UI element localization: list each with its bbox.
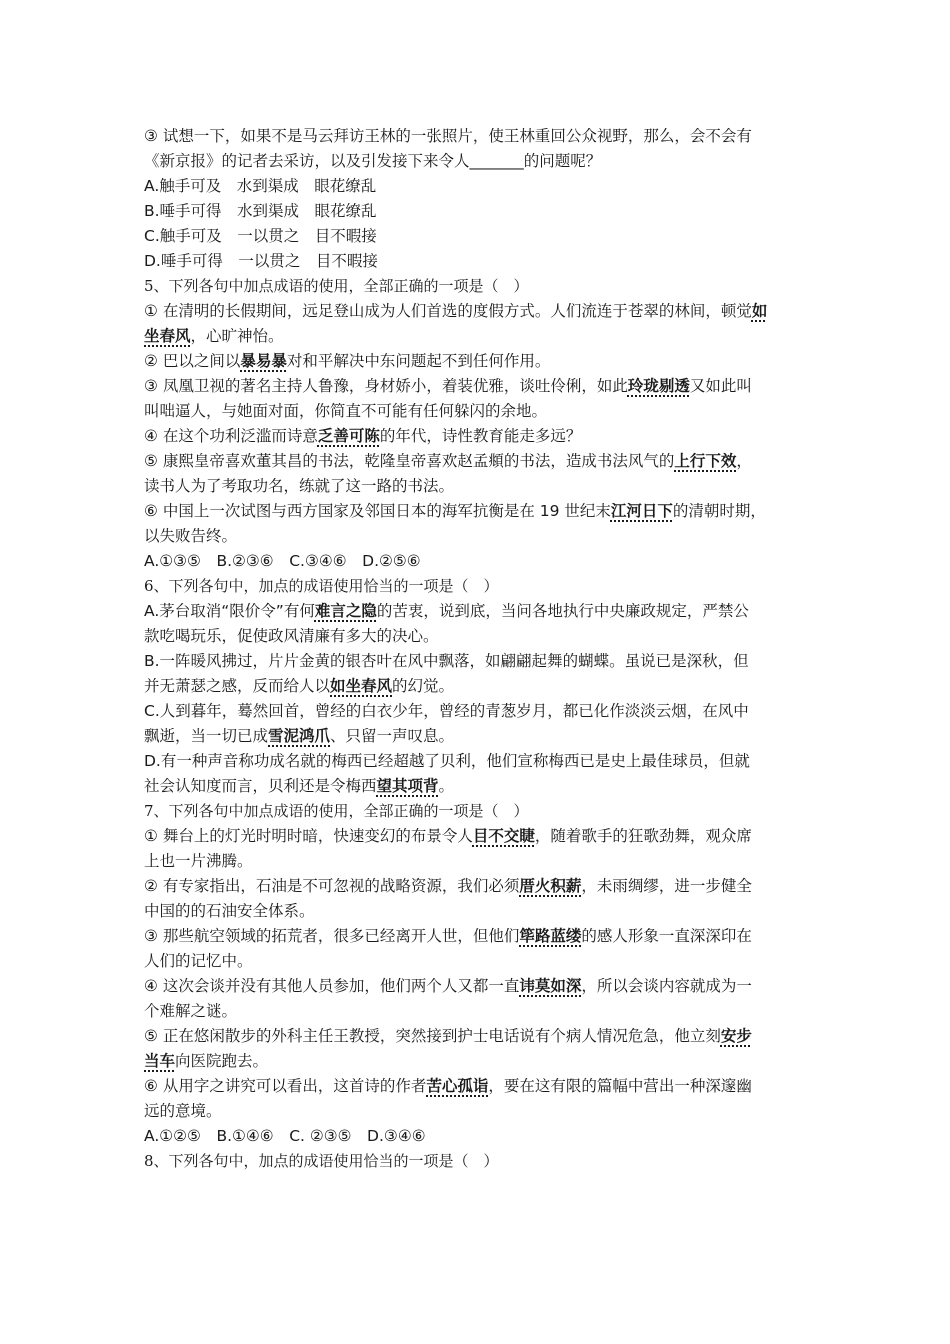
- text-line: [144, 699, 808, 724]
- line-text: ① 在清明的长假期间，远足登山成为人们首选的度假方式。人们流连于苍翠的林间，顿觉: [144, 302, 752, 320]
- emphasized-idiom: 江河日下: [610, 502, 673, 520]
- text-line: [144, 349, 808, 374]
- text-line: [144, 599, 808, 624]
- text-line: [144, 424, 808, 449]
- line-text: 的清朝时期，: [672, 502, 766, 520]
- emphasized-idiom: 暴易暴: [240, 352, 287, 370]
- line-text: ④ 这次会谈并没有其他人员参加，他们两个人又都一直: [144, 977, 520, 995]
- line-text: 的感人形象一直深深印在: [581, 927, 752, 945]
- line-text: 并无萧瑟之感，反而给人以: [144, 677, 331, 695]
- text-line: [144, 224, 808, 249]
- line-text: ① 舞台上的灯光时明时暗，快速变幻的布景令人: [144, 827, 473, 845]
- line-text: C.触手可及 一以贯之 目不暇接: [144, 227, 377, 245]
- emphasized-idiom: 如: [751, 302, 768, 320]
- line-text: 社会认知度而言，贝利还是令梅西: [144, 777, 377, 795]
- line-text: ⑥ 中国上一次试图与西方国家及邻国日本的海军抗衡是在 19 世纪末: [144, 502, 611, 520]
- text-line: [144, 774, 808, 799]
- line-text: 、只留一声叹息。: [330, 727, 455, 745]
- emphasized-idiom: 乏善可陈: [317, 427, 380, 445]
- line-text: 个难解之谜。: [144, 1002, 238, 1020]
- line-text: ③ 那些航空领域的拓荒者，很多已经离开人世，但他们: [144, 927, 520, 945]
- line-text: ② 有专家指出，石油是不可忽视的战略资源，我们必须: [144, 877, 520, 895]
- text-line: [144, 199, 808, 224]
- text-line: [144, 949, 808, 974]
- line-text: 中国的的石油安全体系。: [144, 902, 315, 920]
- emphasized-idiom: 如坐春风: [330, 677, 393, 695]
- question-heading: [144, 274, 808, 299]
- line-text: 对和平解决中东问题起不到任何作用。: [286, 352, 551, 370]
- question-heading: [144, 799, 808, 824]
- line-text: ，未雨绸缪，进一步健全: [581, 877, 752, 895]
- text-line: [144, 974, 808, 999]
- line-text: 5、下列各句中加点成语的使用，全部正确的一项是（ ）: [144, 277, 529, 295]
- line-text: 飘逝，当一切已成: [144, 727, 269, 745]
- line-text: ③ 凤凰卫视的著名主持人鲁豫，身材娇小，着装优雅，谈吐伶俐，如此: [144, 377, 628, 395]
- text-line: [144, 1049, 808, 1074]
- emphasized-idiom: 雪泥鸿爪: [268, 727, 331, 745]
- line-text: 的苦衷，说到底，当问各地执行中央廉政规定，严禁公: [376, 602, 749, 620]
- text-line: [144, 649, 808, 674]
- text-line: [144, 124, 808, 149]
- line-text: ，心旷神怡。: [190, 327, 284, 345]
- line-text: 又如此叫: [689, 377, 752, 395]
- line-text: B.唾手可得 水到渠成 眼花缭乱: [144, 202, 377, 220]
- question-heading: [144, 1149, 808, 1174]
- line-text: ，: [736, 452, 752, 470]
- line-text: ② 巴以之间以: [144, 352, 241, 370]
- line-text: D.有一种声音称功成名就的梅西已经超越了贝利，他们宣称梅西已是史上最佳球员，但就: [144, 752, 750, 770]
- text-line: [144, 674, 808, 699]
- text-line: [144, 1099, 808, 1124]
- line-text: 向医院跑去。: [175, 1052, 269, 1070]
- text-line: [144, 324, 808, 349]
- text-line: [144, 1124, 808, 1149]
- emphasized-idiom: 厝火积薪: [519, 877, 582, 895]
- line-text: 人们的记忆中。: [144, 952, 253, 970]
- line-text: 的年代，诗性教育能走多远？: [379, 427, 582, 445]
- text-line: [144, 249, 808, 274]
- line-text: 7、下列各句中加点成语的使用，全部正确的一项是（ ）: [144, 802, 529, 820]
- line-text: 6、下列各句中，加点的成语使用恰当的一项是（ ）: [144, 577, 499, 595]
- text-line: [144, 499, 808, 524]
- emphasized-idiom: 玲珑剔透: [627, 377, 690, 395]
- emphasized-idiom: 难言之隐: [314, 602, 377, 620]
- text-line: [144, 824, 808, 849]
- text-line: [144, 549, 808, 574]
- line-text: ④ 在这个功利泛滥而诗意: [144, 427, 318, 445]
- line-text: A.茅台取消“限价令”有何: [144, 602, 315, 620]
- line-text: 远的意境。: [144, 1102, 222, 1120]
- document-body: [144, 124, 808, 1174]
- text-line: [144, 299, 808, 324]
- line-text: D.唾手可得 一以贯之 目不暇接: [144, 252, 378, 270]
- line-text: 以失败告终。: [144, 527, 238, 545]
- line-text: 8、下列各句中，加点的成语使用恰当的一项是（ ）: [144, 1152, 499, 1170]
- text-line: [144, 999, 808, 1024]
- line-text: 《新京报》的记者去采访，以及引发接下来令人_______的问题呢？: [144, 152, 602, 170]
- emphasized-idiom: 筚路蓝缕: [519, 927, 582, 945]
- line-text: ⑤ 康熙皇帝喜欢董其昌的书法，乾隆皇帝喜欢赵孟頫的书法，造成书法风气的: [144, 452, 675, 470]
- question-heading: [144, 574, 808, 599]
- line-text: B.一阵暖风拂过，片片金黄的银杏叶在风中飘落，如翩翩起舞的蝴蝶。虽说已是深秋，但: [144, 652, 749, 670]
- emphasized-idiom: 当车: [144, 1052, 176, 1070]
- line-text: A.触手可及 水到渠成 眼花缭乱: [144, 177, 377, 195]
- line-text: 。: [438, 777, 455, 795]
- text-line: [144, 524, 808, 549]
- text-line: [144, 449, 808, 474]
- line-text: ⑥ 从用字之讲究可以看出，这首诗的作者: [144, 1077, 427, 1095]
- line-text: C.人到暮年，蓦然回首，曾经的白衣少年，曾经的青葱岁月，都已化作淡淡云烟，在风中: [144, 702, 749, 720]
- emphasized-idiom: 讳莫如深: [519, 977, 582, 995]
- text-line: [144, 1024, 808, 1049]
- text-line: [144, 474, 808, 499]
- text-line: [144, 624, 808, 649]
- line-text: A.①②⑤ B.①④⑥ C. ②③⑤ D.③④⑥: [144, 1127, 426, 1145]
- line-text: A.①③⑤ B.②③⑥ C.③④⑥ D.②⑤⑥: [144, 552, 421, 570]
- text-line: [144, 899, 808, 924]
- text-line: [144, 399, 808, 424]
- text-line: [144, 924, 808, 949]
- line-text: ③ 试想一下，如果不是马云拜访王林的一张照片，使王林重回公众视野，那么，会不会有: [144, 127, 752, 145]
- line-text: 读书人为了考取功名，练就了这一路的书法。: [144, 477, 455, 495]
- line-text: 的幻觉。: [392, 677, 455, 695]
- line-text: 款吃喝玩乐，促使政风清廉有多大的决心。: [144, 627, 439, 645]
- line-text: ，所以会谈内容就成为一: [581, 977, 752, 995]
- emphasized-idiom: 望其项背: [376, 777, 439, 795]
- line-text: ，随着歌手的狂歌劲舞，观众席: [534, 827, 752, 845]
- text-line: [144, 174, 808, 199]
- text-line: [144, 749, 808, 774]
- emphasized-idiom: 目不交睫: [472, 827, 535, 845]
- emphasized-idiom: 苦心孤诣: [426, 1077, 489, 1095]
- text-line: [144, 149, 808, 174]
- text-line: [144, 1074, 808, 1099]
- emphasized-idiom: 安步: [720, 1027, 752, 1045]
- line-text: ⑤ 正在悠闲散步的外科主任王教授，突然接到护士电话说有个病人情况危急，他立刻: [144, 1027, 721, 1045]
- text-line: [144, 724, 808, 749]
- text-line: [144, 374, 808, 399]
- text-line: [144, 874, 808, 899]
- line-text: ，要在这有限的篇幅中营出一种深邃幽: [488, 1077, 752, 1095]
- text-line: [144, 849, 808, 874]
- line-text: 上也一片沸腾。: [144, 852, 253, 870]
- emphasized-idiom: 坐春风: [144, 327, 191, 345]
- line-text: 叫咄逼人，与她面对面，你简直不可能有任何躲闪的余地。: [144, 402, 548, 420]
- emphasized-idiom: 上行下效: [674, 452, 737, 470]
